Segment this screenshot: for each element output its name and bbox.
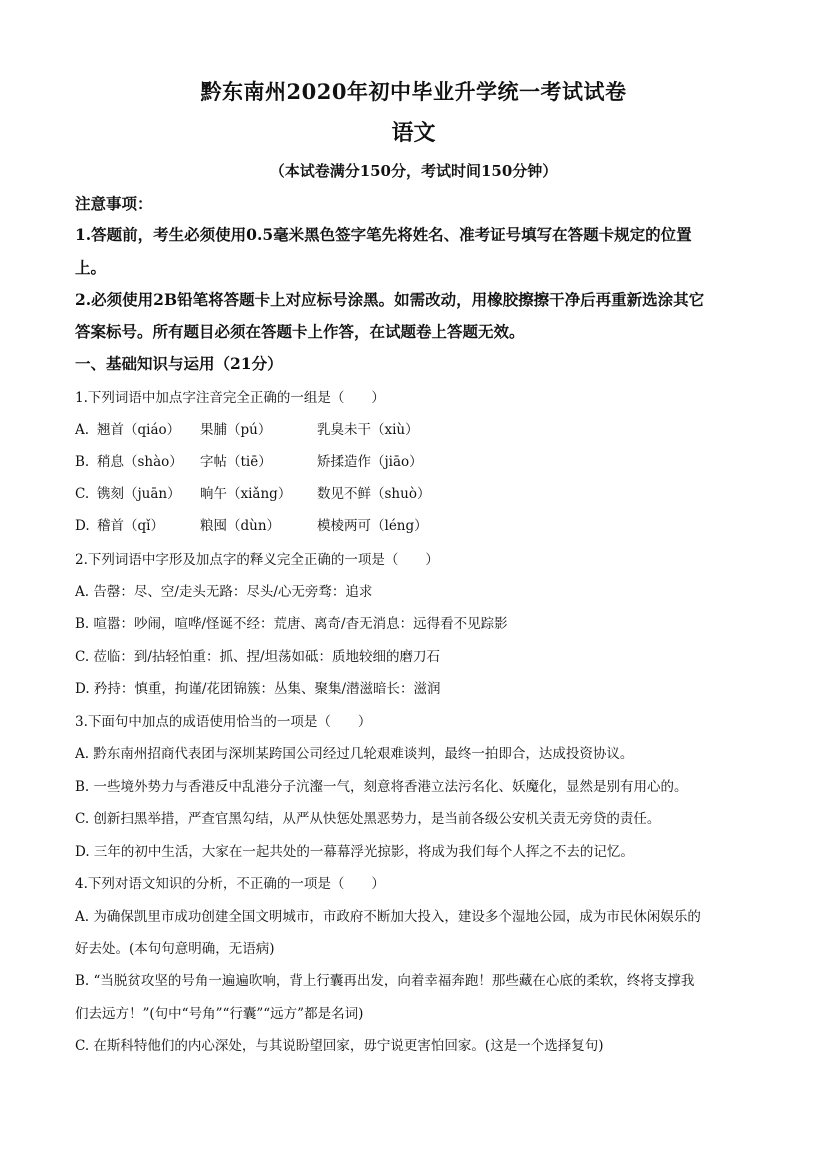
q3-option-a: A. 黔东南州招商代表团与深圳某跨国公司经过几轮艰难谈判，最终一拍即合，达成投资协议。 [75, 746, 634, 762]
q4-option-a-line-2: 好去处。(本句句意明确，无语病) [75, 941, 275, 957]
q2-option-a: A. 告罄：尽、空/走头无路：尽头/心无旁骛：追求 [75, 584, 373, 600]
option-word-2: 果脯（pú） [200, 422, 272, 438]
q1-stem: 1.下列词语中加点字注音完全正确的一组是（ ） [75, 390, 385, 406]
q3-option-b: B. 一些境外势力与香港反中乱港分子沆瀣一气，刻意将香港立法污名化、妖魔化，显然是别有用心的。 [75, 779, 688, 795]
q1-option-d [75, 514, 428, 534]
q2-option-c: C. 莅临：到/拈轻怕重：抓、捏/坦荡如砥：质地较细的磨刀石 [75, 649, 441, 665]
option-word-3: 模棱两可（léng） [317, 518, 428, 534]
option-word-1: 稍息（shào） [97, 454, 183, 470]
q4-stem: 4.下列对语文知识的分析，不正确的一项是（ ） [75, 876, 385, 892]
section-1-heading: 一、基础知识与运用（21分） [75, 354, 283, 373]
exam-title: 黔东南州2020年初中毕业升学统一考试试卷 [200, 79, 627, 104]
q2-stem: 2.下列词语中字形及加点字的释义完全正确的一项是（ ） [75, 552, 439, 568]
option-word-1: 翘首（qiáo） [97, 422, 181, 438]
q3-stem: 3.下面句中加点的成语使用恰当的一项是（ ） [75, 714, 372, 730]
option-letter: C. [75, 486, 90, 502]
option-word-1: 稽首（qǐ） [97, 518, 164, 534]
q1-option-a [75, 418, 419, 438]
q3-option-d: D. 三年的初中生活，大家在一起共处的一幕幕浮光掠影，将成为我们每个人挥之不去的记忆。 [75, 844, 634, 860]
q1-option-c [75, 482, 430, 502]
option-word-2: 字帖（tiē） [200, 454, 272, 470]
instruction-2-line-2: 答案标号。所有题目必须在答题卡上作答，在试题卷上答题无效。 [75, 322, 525, 341]
instruction-1-line-2: 上。 [75, 258, 107, 277]
q4-option-b-line-2: 们去远方！”(句中“号角”“行囊”“远方”都是名词) [75, 1006, 364, 1022]
option-letter: A. [75, 422, 90, 438]
option-word-3: 矫揉造作（jiāo） [317, 454, 423, 470]
q2-option-b: B. 喧嚣：吵闹，喧哗/怪诞不经：荒唐、离奇/杳无消息：远得看不见踪影 [75, 616, 508, 632]
q4-option-a-line-1: A. 为确保凯里市成功创建全国文明城市，市政府不断加大投入，建设多个湿地公园，成为市民休闲娱乐的 [75, 909, 701, 925]
subject-title: 语文 [391, 120, 436, 146]
q1-option-b [75, 450, 423, 470]
option-word-1: 镌刻（juān） [97, 486, 181, 502]
option-word-2: 粮囤（dùn） [200, 518, 281, 534]
option-word-3: 数见不鲜（shuò） [317, 486, 431, 502]
q4-option-c-line-1: C. 在斯科特他们的内心深处，与其说盼望回家，毋宁说更害怕回家。(这是一个选择复句) [75, 1038, 604, 1054]
q2-option-d: D. 矜持：慎重，拘谨/花团锦簇：丛集、聚集/潜滋暗长：滋润 [75, 681, 441, 697]
option-letter: B. [75, 454, 90, 470]
option-word-3: 乳臭未干（xiù） [317, 422, 419, 438]
option-word-2: 晌午（xiǎng） [200, 486, 292, 502]
q3-option-c: C. 创新扫黑举措，严查官黑勾结，从严从快惩处黑恶势力，是当前各级公安机关责无旁贷的责任。 [75, 811, 661, 827]
instruction-1-line-1: 1.答题前，考生必须使用0.5毫米黑色签字笔先将姓名、准考证号填写在答题卡规定的位置 [75, 225, 692, 244]
q4-option-b-line-1: B. “当脱贫攻坚的号角一遍遍吹响，背上行囊再出发，向着幸福奔跑！那些藏在心底的柔软，终将支撑我 [75, 973, 695, 989]
option-letter: D. [75, 518, 90, 534]
exam-note: （本试卷满分150分，考试时间150分钟） [269, 162, 558, 180]
instruction-2-line-1: 2.必须使用2B铅笔将答题卡上对应标号涂黑。如需改动，用橡胶擦擦干净后再重新选涂其它 [75, 290, 705, 309]
instructions-heading: 注意事项： [75, 194, 153, 213]
